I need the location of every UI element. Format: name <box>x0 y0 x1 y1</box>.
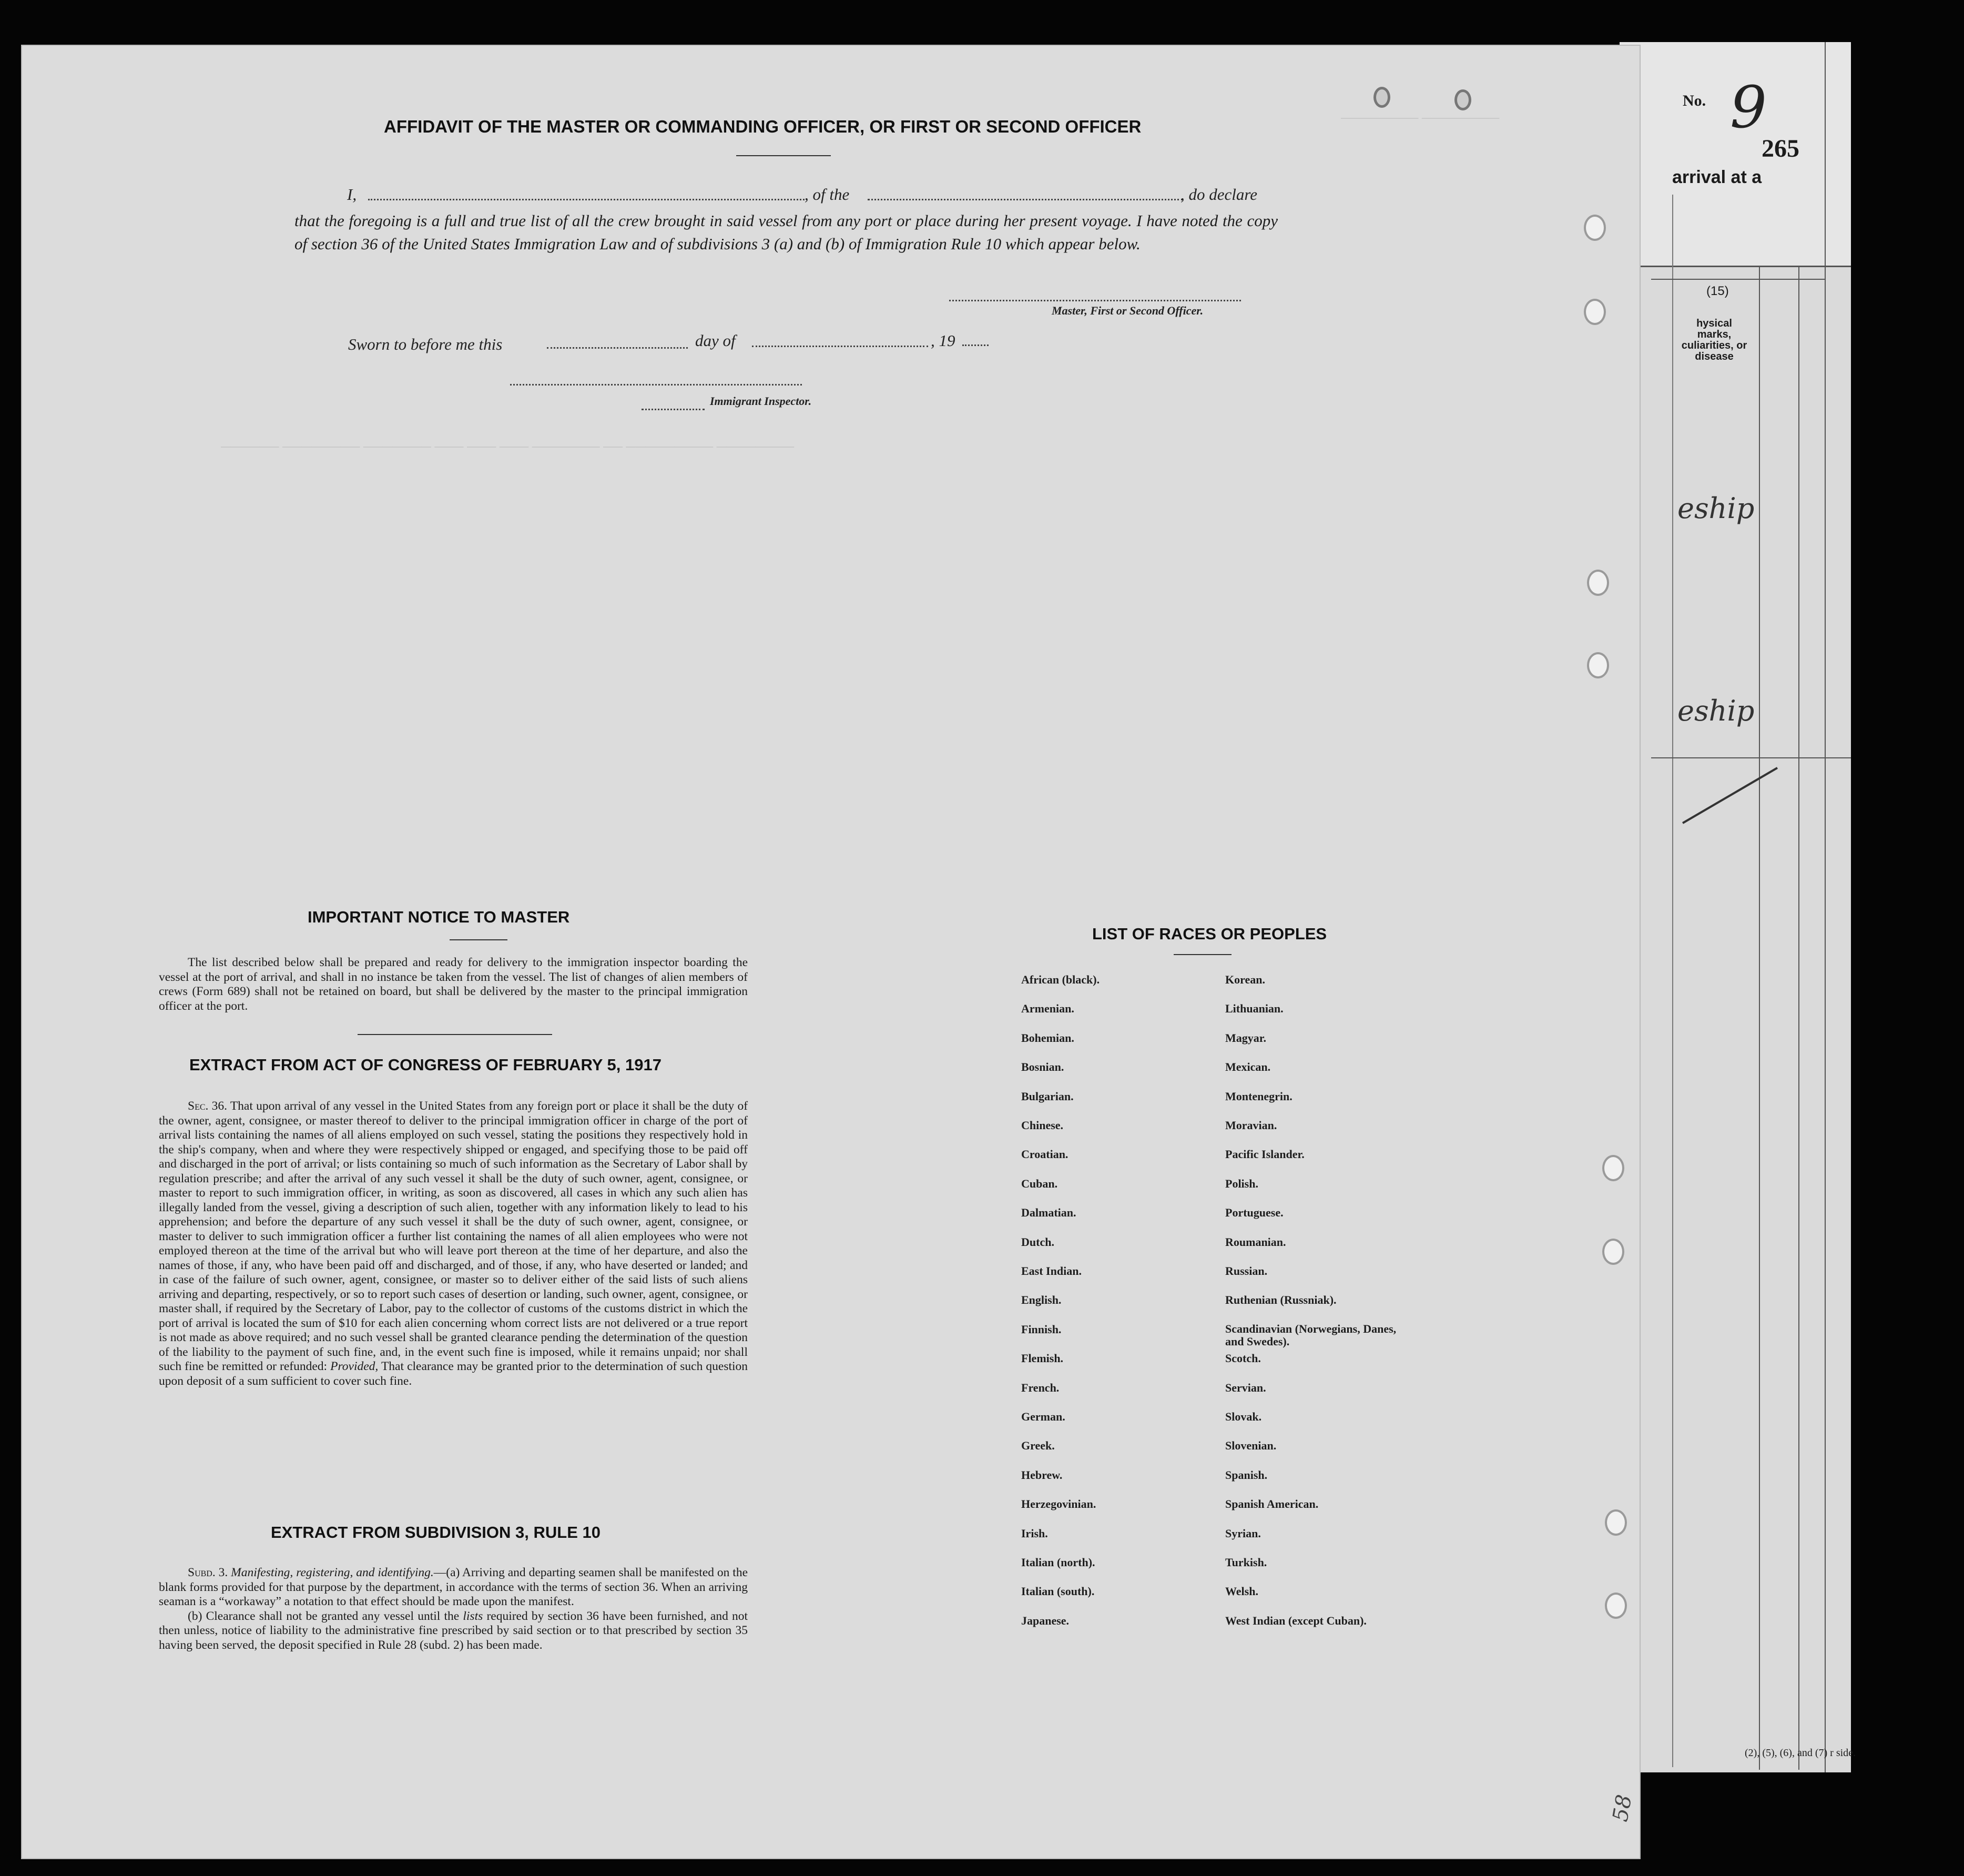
officer-signature-field[interactable] <box>949 300 1241 301</box>
column-header-rule <box>1651 279 1825 280</box>
punch-hole-icon <box>1454 89 1471 110</box>
race-item: Montenegrin. <box>1225 1089 1293 1103</box>
section-label: Sec. 36. <box>188 1099 227 1113</box>
race-item: English. <box>1021 1293 1062 1307</box>
race-item: Irish. <box>1021 1526 1048 1540</box>
rule-extract-text: Subd. 3. Manifesting, registering, and identifying.—(a) Arriving and departing seamen shall be manifested on the blank forms provided for that purpose by the department, in accordance with the terms of section 36. When an arriving seaman is a “workaway” a notation to that effect should be made upon the manifest. (b) Clearance shall not be granted any vessel until the lists required by section 36 have been furnished, and not then unless, notice of liability to the administrative fine prescribed by said section or to that prescribed by section 35 having been served, the deposit specified in Rule 28 (subd. 2) has been made. <box>159 1566 748 1652</box>
races-title: LIST OF RACES OR PEOPLES <box>1092 925 1327 943</box>
column-rule <box>1759 266 1760 1770</box>
sworn-month-field[interactable] <box>752 346 928 347</box>
race-item: Scandinavian (Norwegians, Danes, and Swedes). <box>1225 1322 1397 1348</box>
races-underline <box>1174 954 1232 955</box>
sworn-year: , 19 <box>931 331 955 350</box>
section-divider <box>358 1034 552 1035</box>
notice-title: IMPORTANT NOTICE TO MASTER <box>308 908 570 926</box>
column-rule <box>1798 266 1799 1770</box>
race-item: Roumanian. <box>1225 1235 1286 1249</box>
punch-hole-icon <box>1584 299 1606 325</box>
race-item: Servian. <box>1225 1381 1266 1394</box>
race-item: Scotch. <box>1225 1352 1261 1365</box>
vessel-blank-field[interactable] <box>868 199 1183 200</box>
column-number: (15) <box>1706 284 1729 298</box>
signature-caption: Master, First or Second Officer. <box>1052 304 1204 317</box>
race-item: East Indian. <box>1021 1264 1082 1277</box>
race-item: Bulgarian. <box>1021 1089 1074 1103</box>
race-item: Italian (north). <box>1021 1556 1095 1569</box>
race-item: Chinese. <box>1021 1119 1064 1132</box>
rule-extract-title: EXTRACT FROM SUBDIVISION 3, RULE 10 <box>271 1523 601 1542</box>
race-item: Bosnian. <box>1021 1060 1064 1074</box>
margin-note: 58 <box>1608 1792 1637 1824</box>
race-item: Flemish. <box>1021 1352 1064 1365</box>
race-item: Moravian. <box>1225 1119 1277 1132</box>
punch-hole-icon <box>1373 87 1390 108</box>
punch-hole-icon <box>1584 215 1606 241</box>
sheet-number-label: No. <box>1683 92 1706 109</box>
race-item: Spanish. <box>1225 1468 1268 1482</box>
affidavit-title: AFFIDAVIT OF THE MASTER OR COMMANDING OFFICER, OR FIRST OR SECOND OFFICER <box>384 117 1142 136</box>
act-extract-text: Sec. 36. That upon arrival of any vessel in the United States from any foreign port or place it shall be the duty of the owner, agent, consignee, or master thereof to deliver to the principal immigration officer in charge of the port of arrival lists containing the names of all aliens employed on such vessel, stating the positions they respectively hold in the ship's company, when and where they were respectively shipped or engaged, and specifying those to be paid off and discharged in the port of arrival; or lists containing so much of such information as the Secretary of Labor shall by regulation prescribe; and after the arrival of any such vessel it shall be the duty of such owner, agent, consignee, or master to report to such immigration officer, in writing, as soon as discovered, all cases in which any such alien has illegally landed from the vessel, giving a description of such alien, together with any information likely to lead to his apprehension; and before the departure of any such vessel it shall be the duty of such owner, agent, consignee, or master to deliver to such immigration officer a further list containing the names of all alien employees who were not employed thereon at the time of the arrival but who will leave port thereon at the time of her departure, and also the names of those, if any, who have been paid off and discharged, and of those, if any, who have deserted or landed; and in case of the failure of such owner, agent, consignee, or master so to deliver either of the said lists of such aliens arriving and departing, respectively, or so to report such cases of desertion or landing, such owner, agent, consignee, or master shall, if required by the Secretary of Labor, pay to the collector of customs of the customs district in which the port of arrival is located the sum of $10 for each alien concerning whom correct lists are not delivered or a true report is not made as above required; and no such vessel shall be granted clearance pending the determination of the question of the liability to the payment of such fine, and, in the event such fine is imposed, while it remains unpaid; nor shall such fine be remitted or refunded: Provided, That clearance may be granted prior to the determination of such question upon deposit of a sum sufficient to cover such fine. <box>159 1099 748 1388</box>
race-item: Dutch. <box>1021 1235 1054 1249</box>
race-item: Portuguese. <box>1225 1206 1284 1220</box>
notice-text: The list described below shall be prepared and ready for delivery to the immigration inspector boarding the vessel at the port of arrival, and shall in no instance be taken from the vessel. The list of changes of alien members of crews (Form 689) shall not be retained on board, but shall be delivered by the master to the principal immigration officer at the port. <box>159 956 748 1013</box>
show-through-text: ──────── ──────── <box>1341 110 1500 126</box>
race-item: Polish. <box>1225 1177 1258 1190</box>
race-item: Pacific Islander. <box>1225 1148 1305 1161</box>
affidavit-do-declare: , do declare <box>1181 185 1258 204</box>
handwritten-note-1: eship <box>1677 492 1755 525</box>
page-number: 265 <box>1762 135 1799 163</box>
show-through-text: ────── ──────── ─────── ─── ─── ─── ─────── ── ───────── ──────── <box>221 439 795 454</box>
affidavit-body: that the foregoing is a full and true list of all the crew brought in said vessel from any port or place during her present voyage. I have noted the copy of section 36 of the United States Immigration Law and of subdivisions 3 (a) and (b) of Immigration Rule 10 which appear below. <box>294 211 1278 253</box>
inspector-caption: Immigrant Inspector. <box>710 394 812 408</box>
race-item: Syrian. <box>1225 1526 1261 1540</box>
race-item: Korean. <box>1225 973 1265 986</box>
race-item: German. <box>1021 1410 1065 1423</box>
race-item: Italian (south). <box>1021 1585 1095 1598</box>
race-item: African (black). <box>1021 973 1100 986</box>
race-item: Slovenian. <box>1225 1439 1277 1453</box>
race-item: Welsh. <box>1225 1585 1258 1598</box>
title-underline <box>736 155 831 156</box>
affidavit-i: I, <box>347 185 357 204</box>
race-item: Spanish American. <box>1225 1497 1319 1511</box>
race-item: Mexican. <box>1225 1060 1271 1074</box>
race-item: Ruthenian (Russniak). <box>1225 1293 1337 1307</box>
handwritten-slash <box>1677 757 1783 826</box>
act-extract-title: EXTRACT FROM ACT OF CONGRESS OF FEBRUARY 5, 1917 <box>189 1056 662 1074</box>
race-item: Herzegovinian. <box>1021 1497 1096 1511</box>
race-item: Magyar. <box>1225 1031 1267 1045</box>
sworn-year-field[interactable] <box>962 344 989 346</box>
punch-hole-icon <box>1587 570 1609 596</box>
handwritten-note-2: eship <box>1677 694 1755 727</box>
column-rule <box>1672 195 1673 1767</box>
race-item: Turkish. <box>1225 1556 1267 1569</box>
race-item: Greek. <box>1021 1439 1055 1453</box>
sheet-number-handwritten: 9 <box>1730 74 1767 141</box>
race-item: Bohemian. <box>1021 1031 1074 1045</box>
race-item: Russian. <box>1225 1264 1268 1277</box>
race-item: Croatian. <box>1021 1148 1069 1161</box>
race-item: West Indian (except Cuban). <box>1225 1614 1367 1627</box>
sworn-day-field[interactable] <box>547 347 688 349</box>
notice-underline <box>450 939 507 940</box>
punch-hole-icon <box>1602 1155 1624 1181</box>
race-item: French. <box>1021 1381 1060 1394</box>
race-item: Armenian. <box>1021 1002 1074 1016</box>
column-rule <box>1825 42 1826 1772</box>
punch-hole-icon <box>1602 1239 1624 1265</box>
header-divider <box>1620 266 1851 267</box>
name-blank-field[interactable] <box>368 199 805 200</box>
sworn-day-of: day of <box>695 331 736 350</box>
punch-hole-icon <box>1605 1593 1627 1619</box>
race-item: Hebrew. <box>1021 1468 1063 1482</box>
race-item: Japanese. <box>1021 1614 1070 1627</box>
race-item: Dalmatian. <box>1021 1206 1076 1220</box>
inspector-signature-lead <box>642 409 705 410</box>
punch-hole-icon <box>1605 1509 1627 1536</box>
inspector-signature-field[interactable] <box>510 384 802 386</box>
race-item: Cuban. <box>1021 1177 1058 1190</box>
race-item: Slovak. <box>1225 1410 1262 1423</box>
header-fragment: arrival at a <box>1672 167 1762 187</box>
column-header-physical-marks: hysical marks, culiarities, or disease <box>1681 318 1747 362</box>
punch-hole-icon <box>1587 652 1609 678</box>
underlying-manifest-sheet <box>1620 42 1851 1772</box>
race-item: Lithuanian. <box>1225 1002 1284 1016</box>
sworn-prefix: Sworn to before me this <box>348 335 503 353</box>
footer-fragment: (2), (5), (6), and (7) r side. <box>1745 1747 1856 1759</box>
race-item: Finnish. <box>1021 1322 1062 1336</box>
affidavit-of-the: , of the <box>805 185 850 204</box>
